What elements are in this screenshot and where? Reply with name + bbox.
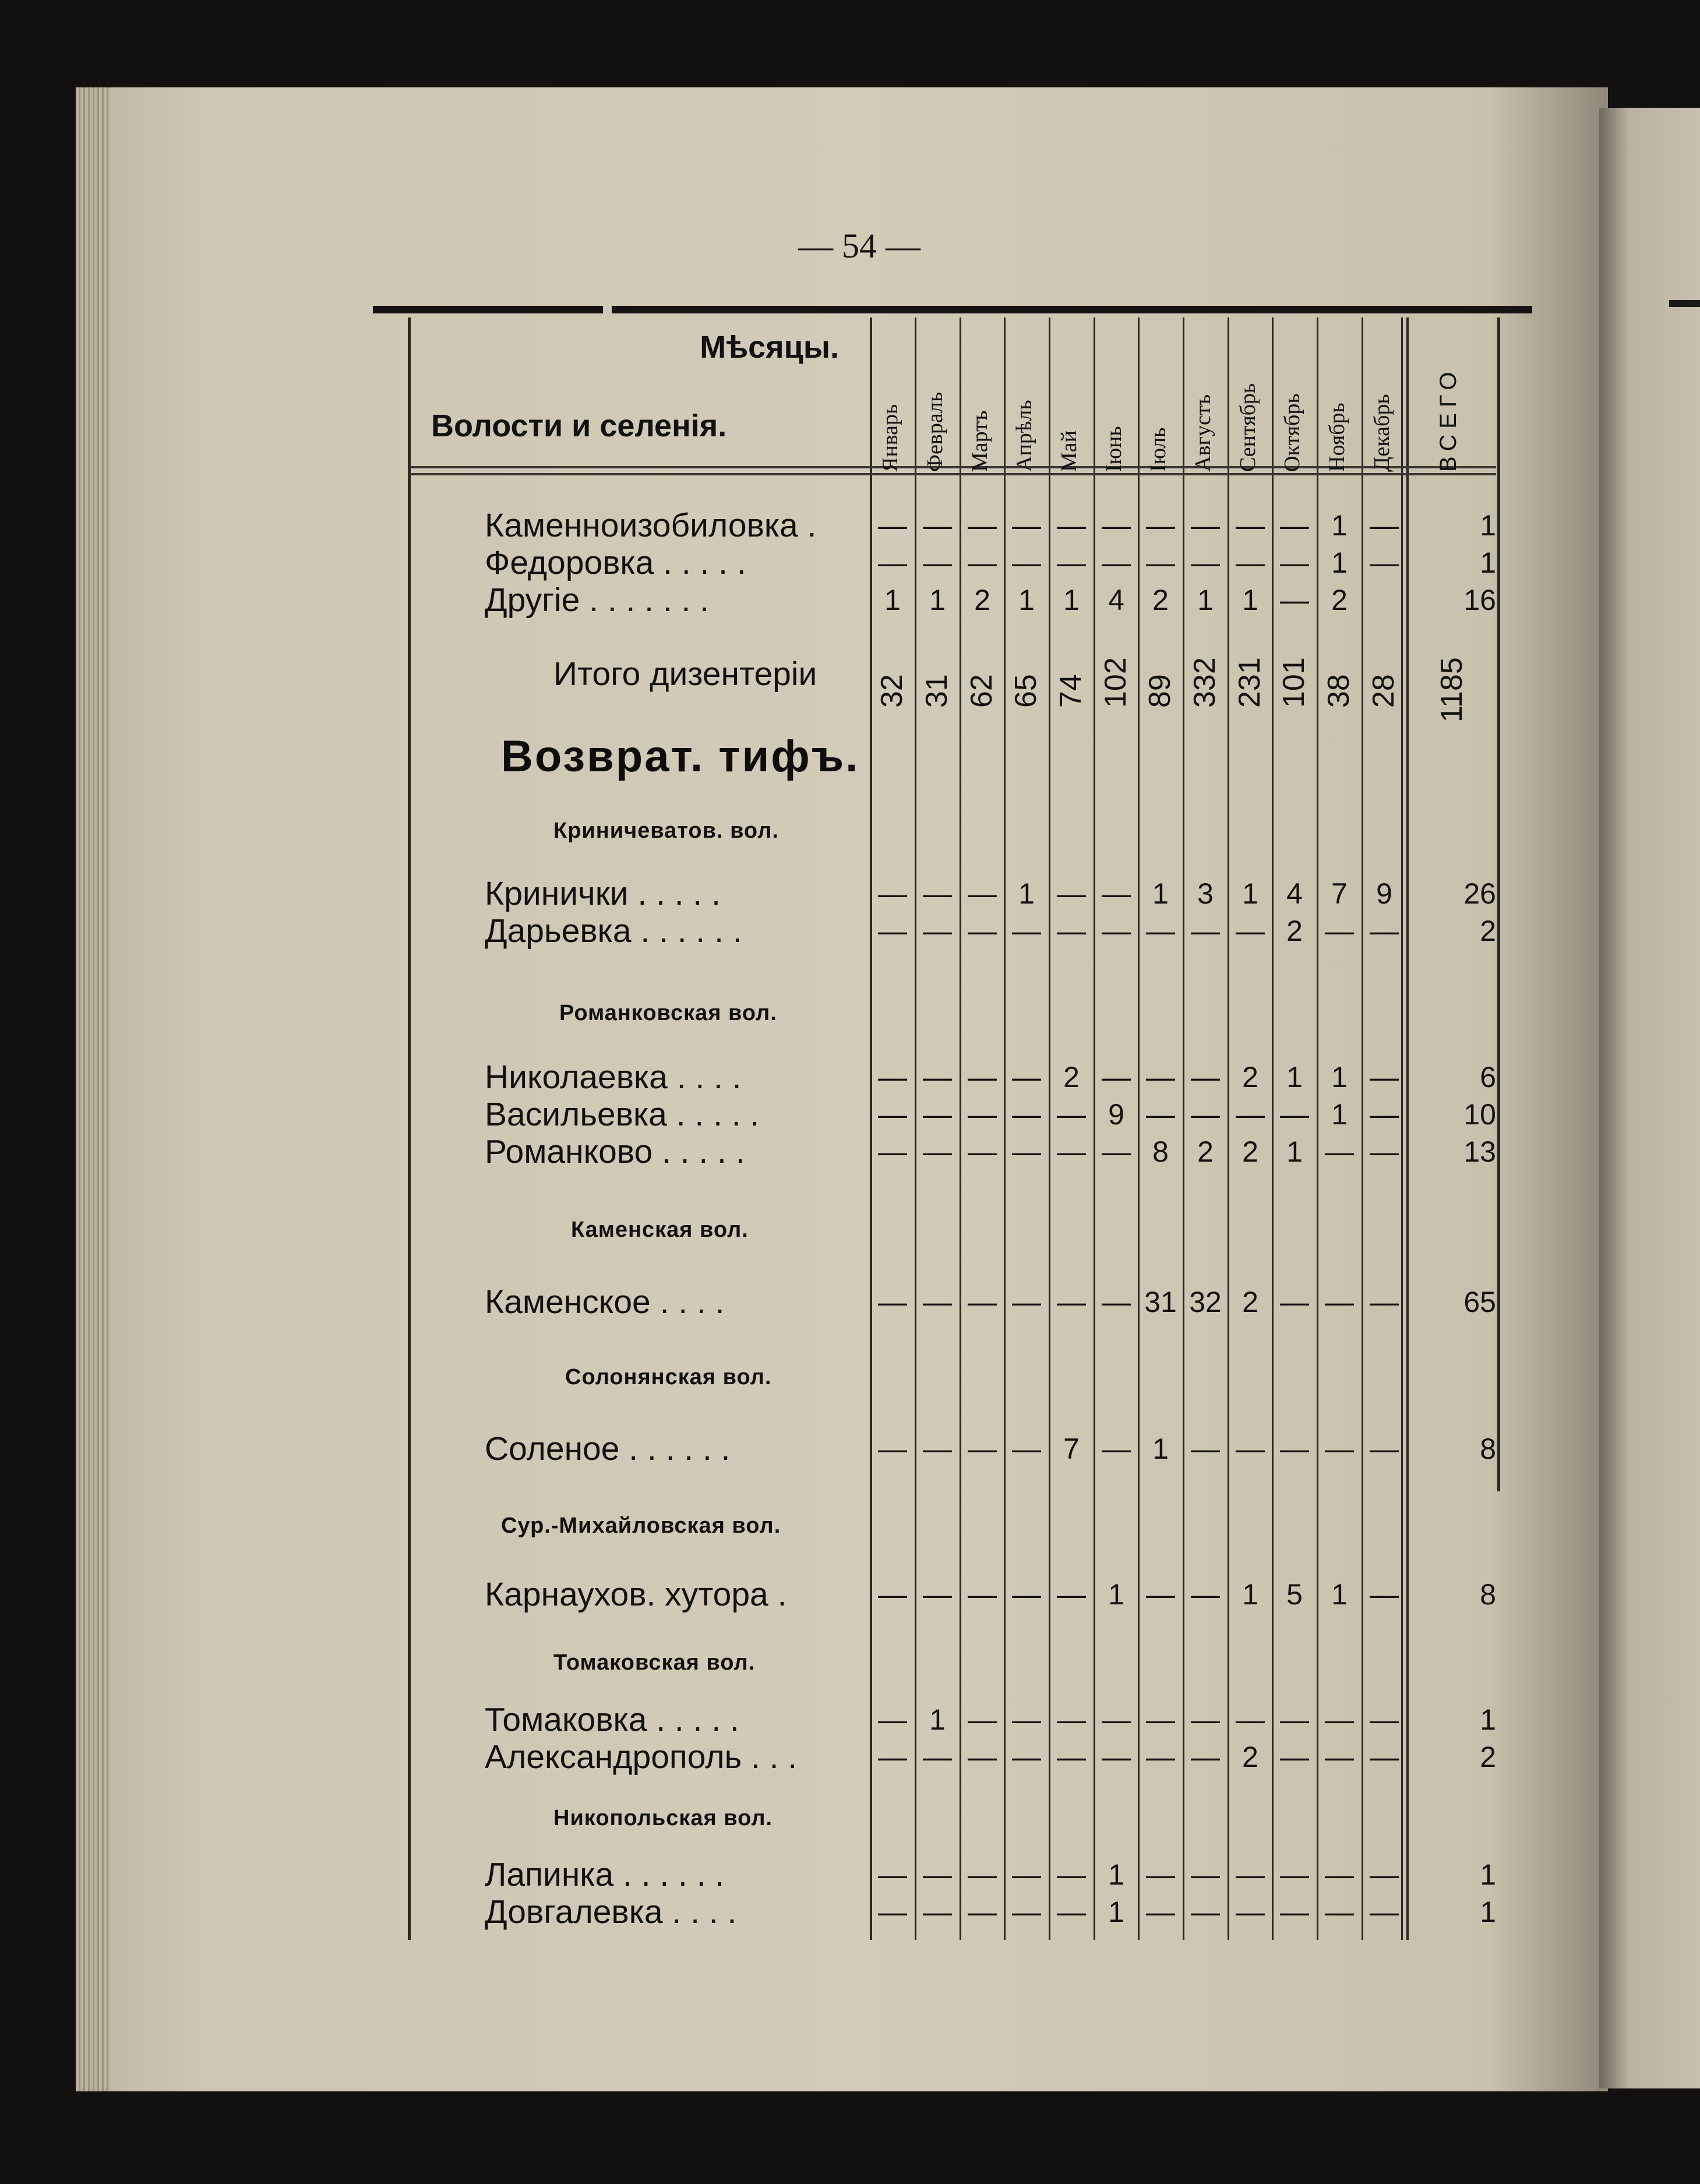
month-cell: — [968,1061,997,1093]
month-cell: — [968,1858,997,1891]
month-cell: 1 [1063,584,1080,616]
month-cell: — [1102,1741,1131,1773]
table-row [0,1893,1700,1931]
month-cell: — [1102,509,1131,542]
month-header: Мартъ [968,410,992,472]
table-row [0,1701,1700,1738]
place-name: Лапинка . . . . . . [485,1856,725,1893]
month-cell: — [1102,877,1131,910]
month-header: Августъ [1191,394,1215,472]
month-cell: — [1280,546,1309,579]
month-cell: — [1370,915,1399,947]
month-cell: — [968,1578,997,1611]
month-cell: — [923,915,952,947]
month-cell: — [1191,1741,1220,1773]
itogo-value: 102 [1099,657,1133,708]
itogo-total: 1185 [1435,657,1469,722]
month-cell: — [878,1061,907,1093]
month-cell: 9 [1108,1098,1124,1131]
month-cell: — [1057,1741,1086,1773]
month-cell: — [1012,915,1041,947]
month-cell: — [1325,1703,1354,1736]
month-cell: 2 [1063,1061,1080,1093]
table-row [0,507,1700,544]
month-cell: 2 [1152,584,1169,616]
month-cell: 1 [1108,1896,1124,1928]
month-cell: — [968,1433,997,1465]
month-cell: 2 [1197,1135,1214,1168]
month-cell: — [968,1135,997,1168]
table-row [0,1133,1700,1170]
month-cell: — [923,546,952,579]
itogo-value: 332 [1188,657,1222,708]
month-cell: — [1012,546,1041,579]
itogo-label: Итого дизентеріи [553,655,817,693]
month-cell: — [1370,1858,1399,1891]
volost-header: Романковская вол. [559,1001,777,1025]
volost-header: Сур.-Михайловская вол. [501,1513,781,1538]
month-cell: — [923,1098,952,1131]
month-cell: — [1146,1061,1175,1093]
month-cell: — [1280,584,1309,616]
month-header: Май [1057,431,1081,472]
month-cell: — [1325,1286,1354,1318]
table-row [0,1283,1700,1321]
row-total: 2 [1480,1741,1496,1773]
itogo-value: 231 [1233,657,1267,708]
month-cell: — [1325,1433,1354,1465]
month-cell: 1 [929,584,946,616]
place-name: Другіе . . . . . . . [485,581,710,619]
month-cell: — [1012,1061,1041,1093]
place-name: Александрополь . . . [485,1738,798,1776]
month-cell: — [878,509,907,542]
month-cell: — [1102,1703,1131,1736]
month-cell: 2 [1242,1741,1258,1773]
table-row [0,581,1700,619]
place-name: Кринички . . . . . [485,875,721,912]
month-cell: 1 [1242,877,1258,910]
month-cell: — [1280,1741,1309,1773]
month-cell: 1 [1286,1135,1303,1168]
month-header: Октябрь [1280,393,1304,472]
month-cell: — [1012,1741,1041,1773]
row-total: 26 [1463,877,1496,910]
month-cell: — [1146,915,1175,947]
table-row [0,1738,1700,1776]
volost-header: Солонянская вол. [565,1365,772,1389]
place-name: Каменское . . . . [485,1283,725,1321]
month-header: Январь [878,404,902,472]
month-cell: — [1370,1098,1399,1131]
month-cell: — [1370,1135,1399,1168]
top-rule-left [373,306,603,313]
place-name: Карнаухов. хутора . [485,1576,787,1613]
month-cell: — [1325,1135,1354,1168]
itogo-value: 65 [1009,674,1043,708]
volost-header: Каменская вол. [571,1218,749,1242]
month-cell: — [878,1896,907,1928]
month-cell: — [1012,1286,1041,1318]
month-cell: — [1012,1703,1041,1736]
month-cell: — [923,1896,952,1928]
month-cell: — [1280,1858,1309,1891]
month-cell: 7 [1331,877,1348,910]
month-cell: — [1236,915,1265,947]
month-cell: — [1012,1433,1041,1465]
month-cell: 7 [1063,1433,1080,1465]
header-rule [410,473,1496,475]
table-row [0,1096,1700,1133]
month-cell: — [1012,1858,1041,1891]
page-number: — 54 — [798,227,920,265]
total-header: ВСЕГО [1436,366,1461,472]
month-cell: — [1146,1896,1175,1928]
row-total: 16 [1463,584,1496,616]
month-cell: — [1146,509,1175,542]
month-cell: — [1057,509,1086,542]
month-cell: 2 [1242,1286,1258,1318]
month-cell: 1 [1152,877,1169,910]
month-cell: — [1236,1433,1265,1465]
month-cell: — [1236,1896,1265,1928]
month-cell: — [1370,546,1399,579]
month-cell: 31 [1144,1286,1177,1318]
month-cell: — [878,546,907,579]
month-cell: — [1280,1098,1309,1131]
volost-header: Томаковская вол. [553,1650,756,1675]
month-cell: — [968,877,997,910]
month-cell: — [1325,1741,1354,1773]
month-cell: — [1146,1578,1175,1611]
table-row [0,1430,1700,1467]
month-cell [1364,581,1405,619]
month-cell: — [878,915,907,947]
months-header: Мѣсяцы. [700,330,839,365]
month-cell: — [1191,1858,1220,1891]
month-cell: — [968,509,997,542]
month-cell: — [878,1433,907,1465]
month-cell: — [1370,1896,1399,1928]
month-cell: — [878,1703,907,1736]
itogo-value: 32 [875,674,909,708]
month-cell: 1 [1197,584,1214,616]
itogo-value: 38 [1322,674,1356,708]
table-row [0,875,1700,912]
row-total: 8 [1480,1578,1496,1611]
month-cell: — [1370,1578,1399,1611]
month-header: Сентябрь [1236,383,1260,472]
month-cell: — [1012,1578,1041,1611]
place-name: Николаевка . . . . [485,1059,742,1096]
row-total: 13 [1463,1135,1496,1168]
places-header: Волости и селенія. [431,408,727,443]
table-row [0,912,1700,950]
row-total: 6 [1480,1061,1496,1093]
month-cell: — [968,546,997,579]
month-cell: — [1191,915,1220,947]
month-cell: 1 [1331,1098,1348,1131]
month-cell: 4 [1108,584,1124,616]
month-cell: — [1325,915,1354,947]
month-cell: — [1191,1896,1220,1928]
month-cell: — [1370,509,1399,542]
top-rule-right [612,306,1532,313]
month-cell: — [1057,1858,1086,1891]
month-cell: — [878,1858,907,1891]
month-cell: — [923,1135,952,1168]
month-cell: — [1057,1135,1086,1168]
month-header: Іюль [1146,427,1170,472]
month-cell: 1 [1108,1858,1124,1891]
row-total: 1 [1480,1896,1496,1928]
month-cell: 1 [1152,1433,1169,1465]
month-cell: — [923,1061,952,1093]
month-cell: 2 [1331,584,1348,616]
month-cell: — [923,877,952,910]
month-cell: — [1191,1433,1220,1465]
month-cell: 2 [974,584,990,616]
month-cell: — [1102,546,1131,579]
month-cell: — [1236,546,1265,579]
month-cell: — [1012,1135,1041,1168]
month-cell: 1 [1331,509,1348,542]
month-cell: 1 [1018,584,1035,616]
month-cell: — [1012,1098,1041,1131]
month-header: Декабрь [1370,394,1394,472]
month-cell: — [968,1286,997,1318]
month-cell: — [1280,1703,1309,1736]
table-row [0,1576,1700,1613]
month-cell: — [1280,1896,1309,1928]
month-cell: — [923,1741,952,1773]
volost-header: Никопольская вол. [553,1806,773,1830]
row-total: 8 [1480,1433,1496,1465]
month-cell: 4 [1286,877,1303,910]
month-cell: — [878,1286,907,1318]
place-name: Томаковка . . . . . [485,1701,739,1738]
month-cell: — [923,1858,952,1891]
place-name: Дарьевка . . . . . . [485,912,742,950]
month-cell: — [1325,1896,1354,1928]
row-total: 2 [1480,915,1496,947]
row-total: 65 [1463,1286,1496,1318]
month-cell: — [878,877,907,910]
month-cell: — [923,1433,952,1465]
month-cell: — [1370,1433,1399,1465]
itogo-value: 62 [965,674,999,708]
month-cell: — [1102,915,1131,947]
place-name: Васильевка . . . . . [485,1096,760,1133]
month-cell: — [1280,1286,1309,1318]
month-cell: 8 [1152,1135,1169,1168]
month-cell: — [878,1098,907,1131]
month-cell: — [1057,915,1086,947]
month-cell: — [1057,1703,1086,1736]
month-cell: — [923,1286,952,1318]
itogo-value: 101 [1277,657,1311,708]
table-row [0,544,1700,581]
month-cell: — [1280,1433,1309,1465]
month-cell: — [1146,546,1175,579]
month-cell: — [923,1578,952,1611]
month-cell: — [1280,509,1309,542]
month-cell: 1 [1286,1061,1303,1093]
month-cell: — [968,1896,997,1928]
row-total: 1 [1480,546,1496,579]
month-cell: 9 [1376,877,1392,910]
month-header: Апрѣль [1012,400,1036,472]
place-name: Соленое . . . . . . [485,1430,731,1467]
place-name: Федоровка . . . . . [485,544,746,581]
month-cell: 1 [1242,584,1258,616]
month-cell: — [1191,509,1220,542]
row-total: 1 [1480,509,1496,542]
month-cell: — [878,1741,907,1773]
month-cell: 1 [1331,1578,1348,1611]
month-cell: — [1057,1098,1086,1131]
month-cell: — [1146,1741,1175,1773]
month-header: Ноябрь [1325,403,1349,472]
row-total: 1 [1480,1703,1496,1736]
month-cell: — [923,509,952,542]
month-cell: — [1236,1703,1265,1736]
month-cell: 5 [1286,1578,1303,1611]
month-cell: — [878,1135,907,1168]
month-cell: — [1146,1703,1175,1736]
section-title: Возврат. тифъ. [501,732,860,781]
month-cell: 1 [884,584,901,616]
row-total: 10 [1463,1098,1496,1131]
month-cell: — [968,915,997,947]
month-cell: — [1325,1858,1354,1891]
month-cell: 1 [1018,877,1035,910]
month-cell: — [1102,1135,1131,1168]
table-row [0,1059,1700,1096]
month-cell: — [968,1741,997,1773]
itogo-value: 31 [920,674,954,708]
month-cell: — [1370,1741,1399,1773]
month-header: Февраль [923,391,947,472]
month-cell: — [1102,1286,1131,1318]
month-cell: — [1370,1703,1399,1736]
month-cell: — [968,1098,997,1131]
month-cell: 2 [1286,915,1303,947]
itogo-value: 74 [1054,674,1088,708]
month-cell: — [1057,877,1086,910]
month-cell: — [1012,1896,1041,1928]
month-cell: — [1057,546,1086,579]
month-cell: — [1012,509,1041,542]
month-cell: — [1236,509,1265,542]
month-cell: — [1102,1433,1131,1465]
month-cell: — [1102,1061,1131,1093]
month-cell: 1 [1108,1578,1124,1611]
month-cell: — [968,1703,997,1736]
month-cell: — [1146,1098,1175,1131]
month-cell: 2 [1242,1135,1258,1168]
month-cell: 32 [1189,1286,1222,1318]
month-cell: 3 [1197,877,1214,910]
month-cell: — [1236,1098,1265,1131]
month-cell: — [1057,1286,1086,1318]
month-cell: — [1191,1098,1220,1131]
month-cell: 1 [1331,546,1348,579]
month-cell: — [878,1578,907,1611]
table-row [0,1856,1700,1893]
month-cell: — [1191,1703,1220,1736]
place-name: Романково . . . . . [485,1133,745,1170]
month-cell: — [1236,1858,1265,1891]
month-cell: — [1370,1061,1399,1093]
month-cell: 1 [1242,1578,1258,1611]
place-name: Довгалевка . . . . [485,1893,737,1931]
month-cell: 2 [1242,1061,1258,1093]
month-cell: 1 [1331,1061,1348,1093]
row-total: 1 [1480,1858,1496,1891]
itogo-value: 28 [1367,674,1401,708]
month-cell: — [1191,1578,1220,1611]
month-cell: — [1146,1858,1175,1891]
month-cell: — [1191,546,1220,579]
volost-header: Криничеватов. вол. [553,818,779,843]
month-cell: — [1057,1896,1086,1928]
month-cell: — [1370,1286,1399,1318]
month-cell: — [1191,1061,1220,1093]
month-header: Іюнь [1102,426,1126,472]
month-cell: — [1057,1578,1086,1611]
month-cell: 1 [929,1703,946,1736]
place-name: Каменноизобиловка . [485,507,817,544]
itogo-value: 89 [1143,674,1177,708]
